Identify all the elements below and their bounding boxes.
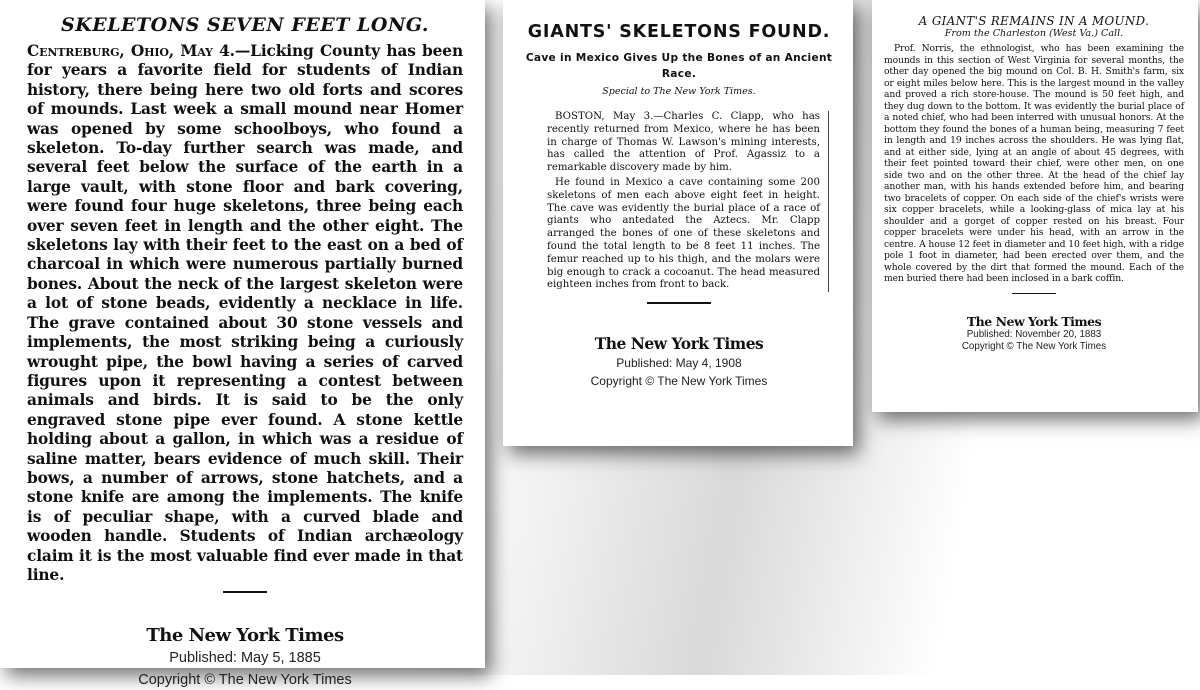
clipping-skeletons-seven-feet [0,0,485,689]
clipping-body [27,42,463,585]
clipping-giants-remains-in-mound [872,0,1198,412]
copyright-line: Copyright © The New York Times [138,672,352,689]
divider [1012,293,1056,294]
copyright-line: Copyright © The New York Times [961,341,1107,352]
paragraph-1: BOSTON, May 3.—Charles C. Clapp, who has recently returned from Mexico, where he has been in charge of Thomas W. Lawson's mining interests, has called the attention of Prof. Agassiz to a remarkable discovery made by him. [547,111,820,174]
clipping-giants-skeletons-found [503,0,853,446]
divider [647,302,711,304]
published-date: Published: May 4, 1908 [616,356,742,371]
clipping-headline: SKELETONS SEVEN FEET LONG. [60,14,429,36]
paragraph-2: He found in Mexico a cave containing some 200 skeletons of men each above eight feet in height. The cave was evidently the burial place of a race of giants who antedated the Aztecs. Mr. Clapp arranged the bones of one of these skeletons and found the total length to be 8 feet 11 inches. The femur reached up to his thigh, and the molars were big enough to crack a cocoanut. The head measured eighteen inches from front to back. [547,176,820,291]
clipping-source: From the Charleston (West Va.) Call. [944,28,1124,39]
clipping-body-text: —Licking County has been for years a favorite field for students of Indian history, there being here two old forts and scores of mounds. Last week a small mound near Homer was opened by some schoolboys, who found a skeleton. To-day further search was made, and several feet below the surface of the earth in a large vault, with stone floor and bark covering, were found four huge skeletons, three being each over seven feet in length and the other eight. The skeletons lay with their feet to the east on a bed of charcoal in which were numerous partially burned bones. About the neck of the largest skeleton were a lot of stone beads, evidently a necklace in life. The grave contained about 30 stone vessels and implements, the most striking being a curiously wrought pipe, the bowl having a series of carved figures upon it representing a contest between animals and birds. It is said to be the only engraved stone pipe ever found. A stone kettle holding about a gallon, in which was a residue of saline matter, bears evidence of much skill. Their bows, a number of arrows, stone hatchets, and a stone knife are among the implements. The knife is of peculiar shape, with a curved blade and wooden handle. Students of Indian archæology claim it is the most valuable find ever made in that line. [27,42,463,584]
clipping-article [547,111,829,292]
dateline: Centreburg, Ohio, May 4. [27,42,235,60]
special-credit: Special to The New York Times. [602,86,756,97]
copyright-line: Copyright © The New York Times [590,374,768,389]
divider [223,591,267,593]
nyt-masthead: The New York Times [146,625,344,647]
nyt-masthead: The New York Times [594,334,764,354]
clipping-headline: A GIANT'S REMAINS IN A MOUND. [918,14,1150,28]
published-date: Published: November 20, 1883 [966,328,1102,340]
clipping-body: Prof. Norris, the ethnologist, who has been examining the mounds in this section of West Virginia for several months, the other day opened the big mound on Col. B. H. Smith's farm, six or eight miles below here. This is the largest mound in the valley and proved a rich store-house. The mound is 50 feet high, and they dug down to the bottom. It was evidently the burial place of a noted chief, who had been interred with unusual honors. At the bottom they found the bones of a human being, measuring 7 feet in length and 19 inches across the shoulders. He was lying flat, and at either side, lying at an angle of about 45 degrees, with their feet pointed toward their chief, were other men, on one side two and on the other three. At the head of the chief lay another man, with his hands extended before him, and bearing two bracelets of copper. On each side of the chief's wrists were six copper bracelets, while a looking-glass of mica lay at his shoulder and a gorget of copper rested on his breast. Four copper bracelets were under his head, with an arrow in the centre. A house 12 feet in diameter and 10 feet high, with a ridge pole 1 foot in diameter, had been erected over them, and the whole covered by the dirt that formed the mound. Each of the men buried there had been inclosed in a bark coffin. [884,43,1184,284]
nyt-masthead: The New York Times [966,313,1102,329]
clipping-subhead: Cave in Mexico Gives Up the Bones of an Ancient Race. [525,52,833,80]
clipping-headline: GIANTS' SKELETONS FOUND. [527,22,831,42]
published-date: Published: May 5, 1885 [169,650,321,667]
